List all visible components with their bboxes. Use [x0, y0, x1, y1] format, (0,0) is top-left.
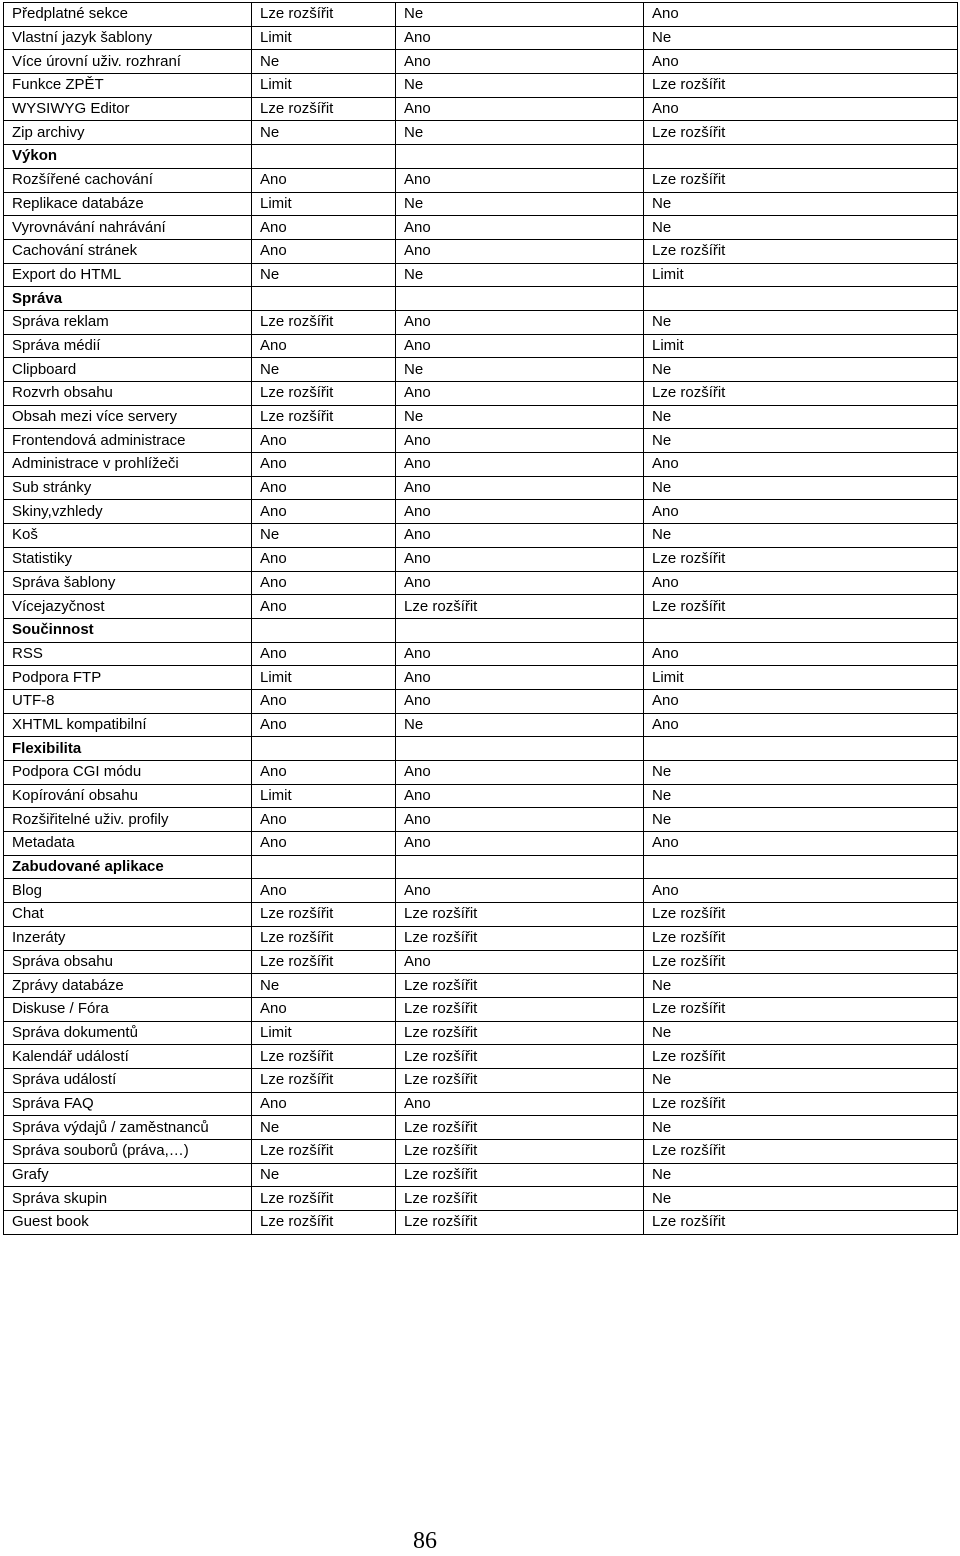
feature-name: Inzeráty	[4, 926, 252, 950]
value-cell-2: Ano	[396, 832, 644, 856]
feature-name: Chat	[4, 903, 252, 927]
feature-name: Více úrovní uživ. rozhraní	[4, 50, 252, 74]
value-cell-1: Ano	[252, 832, 396, 856]
value-cell-3: Lze rozšířit	[644, 997, 958, 1021]
value-cell-2: Lze rozšířit	[396, 595, 644, 619]
table-row	[4, 1045, 958, 1069]
value-cell-2: Ne	[396, 405, 644, 429]
value-cell-3: Lze rozšířit	[644, 547, 958, 571]
table-row	[4, 239, 958, 263]
table-row	[4, 879, 958, 903]
feature-name: Správa reklam	[4, 310, 252, 334]
value-cell-1: Limit	[252, 1021, 396, 1045]
value-cell-3: Ne	[644, 310, 958, 334]
section-title: Správa	[4, 287, 252, 311]
feature-name: Zip archivy	[4, 121, 252, 145]
feature-name: Statistiky	[4, 547, 252, 571]
value-cell-3: Ne	[644, 26, 958, 50]
table-row	[4, 74, 958, 98]
section-title: Výkon	[4, 145, 252, 169]
value-cell-1: Ano	[252, 216, 396, 240]
value-cell-2: Ano	[396, 642, 644, 666]
value-cell-2: Lze rozšířit	[396, 1045, 644, 1069]
table-row	[4, 761, 958, 785]
value-cell-2	[396, 618, 644, 642]
value-cell-2: Ne	[396, 74, 644, 98]
value-cell-3: Ano	[644, 571, 958, 595]
value-cell-3: Ano	[644, 500, 958, 524]
value-cell-3: Lze rozšířit	[644, 1211, 958, 1235]
value-cell-2	[396, 855, 644, 879]
feature-name: Kalendář událostí	[4, 1045, 252, 1069]
value-cell-1: Ne	[252, 358, 396, 382]
value-cell-3	[644, 737, 958, 761]
value-cell-1: Limit	[252, 192, 396, 216]
value-cell-1: Lze rozšířit	[252, 1187, 396, 1211]
value-cell-3: Lze rozšířit	[644, 1140, 958, 1164]
value-cell-3: Ano	[644, 832, 958, 856]
value-cell-3: Lze rozšířit	[644, 903, 958, 927]
value-cell-2: Ne	[396, 713, 644, 737]
feature-name: Správa událostí	[4, 1068, 252, 1092]
value-cell-3: Ne	[644, 1068, 958, 1092]
value-cell-1: Ne	[252, 974, 396, 998]
value-cell-2	[396, 737, 644, 761]
table-row	[4, 50, 958, 74]
value-cell-3: Lze rozšířit	[644, 926, 958, 950]
feature-name: Grafy	[4, 1163, 252, 1187]
value-cell-3: Lze rozšířit	[644, 121, 958, 145]
table-row	[4, 26, 958, 50]
feature-name: Správa výdajů / zaměstnanců	[4, 1116, 252, 1140]
value-cell-1: Ano	[252, 571, 396, 595]
table-row	[4, 524, 958, 548]
value-cell-2: Ano	[396, 500, 644, 524]
value-cell-3: Ne	[644, 1163, 958, 1187]
value-cell-3: Ne	[644, 192, 958, 216]
value-cell-2: Ano	[396, 879, 644, 903]
value-cell-2: Ano	[396, 239, 644, 263]
table-row	[4, 476, 958, 500]
feature-name: XHTML kompatibilní	[4, 713, 252, 737]
value-cell-2: Lze rozšířit	[396, 1021, 644, 1045]
value-cell-2: Lze rozšířit	[396, 926, 644, 950]
feature-name: Cachování stránek	[4, 239, 252, 263]
value-cell-1: Ano	[252, 879, 396, 903]
value-cell-2: Lze rozšířit	[396, 1116, 644, 1140]
value-cell-2: Ano	[396, 453, 644, 477]
table-row	[4, 97, 958, 121]
value-cell-2: Ano	[396, 97, 644, 121]
value-cell-2: Lze rozšířit	[396, 974, 644, 998]
value-cell-2: Ano	[396, 950, 644, 974]
value-cell-1: Ne	[252, 121, 396, 145]
value-cell-3: Limit	[644, 263, 958, 287]
value-cell-1: Ano	[252, 595, 396, 619]
value-cell-1: Lze rozšířit	[252, 1068, 396, 1092]
value-cell-1: Limit	[252, 784, 396, 808]
feature-name: Vícejazyčnost	[4, 595, 252, 619]
value-cell-1: Ne	[252, 263, 396, 287]
section-title: Flexibilita	[4, 737, 252, 761]
table-row	[4, 382, 958, 406]
value-cell-1: Ne	[252, 50, 396, 74]
value-cell-3: Ano	[644, 453, 958, 477]
value-cell-2: Lze rozšířit	[396, 903, 644, 927]
feature-name: Guest book	[4, 1211, 252, 1235]
value-cell-2: Ano	[396, 216, 644, 240]
section-title: Součinnost	[4, 618, 252, 642]
value-cell-1	[252, 145, 396, 169]
value-cell-3: Ne	[644, 216, 958, 240]
table-row	[4, 547, 958, 571]
value-cell-3: Lze rozšířit	[644, 1045, 958, 1069]
value-cell-3: Ne	[644, 1021, 958, 1045]
table-row	[4, 263, 958, 287]
feature-name: Skiny,vzhledy	[4, 500, 252, 524]
value-cell-2: Lze rozšířit	[396, 1068, 644, 1092]
value-cell-1	[252, 855, 396, 879]
value-cell-3: Ano	[644, 97, 958, 121]
value-cell-3: Ne	[644, 358, 958, 382]
value-cell-2: Ano	[396, 168, 644, 192]
table-row	[4, 121, 958, 145]
value-cell-2: Ano	[396, 571, 644, 595]
value-cell-2: Ano	[396, 761, 644, 785]
value-cell-1: Lze rozšířit	[252, 903, 396, 927]
value-cell-1: Limit	[252, 666, 396, 690]
feature-name: Správa souborů (práva,…)	[4, 1140, 252, 1164]
value-cell-2: Ne	[396, 192, 644, 216]
value-cell-3: Ano	[644, 642, 958, 666]
value-cell-3: Ne	[644, 429, 958, 453]
value-cell-2: Lze rozšířit	[396, 1211, 644, 1235]
value-cell-1	[252, 287, 396, 311]
value-cell-2: Ano	[396, 334, 644, 358]
table-row	[4, 1211, 958, 1235]
value-cell-3: Ne	[644, 1116, 958, 1140]
value-cell-1: Ne	[252, 524, 396, 548]
feature-name: Zprávy databáze	[4, 974, 252, 998]
feature-name: Export do HTML	[4, 263, 252, 287]
value-cell-3: Ne	[644, 524, 958, 548]
feature-name: Správa dokumentů	[4, 1021, 252, 1045]
feature-name: Diskuse / Fóra	[4, 997, 252, 1021]
table-row	[4, 997, 958, 1021]
section-header-row	[4, 145, 958, 169]
value-cell-2: Lze rozšířit	[396, 997, 644, 1021]
feature-name: Rozšířené cachování	[4, 168, 252, 192]
table-row	[4, 1140, 958, 1164]
table-row	[4, 310, 958, 334]
value-cell-3: Lze rozšířit	[644, 239, 958, 263]
feature-name: Clipboard	[4, 358, 252, 382]
value-cell-1: Lze rozšířit	[252, 405, 396, 429]
feature-name: Správa skupin	[4, 1187, 252, 1211]
feature-name: Sub stránky	[4, 476, 252, 500]
feature-name: WYSIWYG Editor	[4, 97, 252, 121]
value-cell-2: Lze rozšířit	[396, 1187, 644, 1211]
section-title: Zabudované aplikace	[4, 855, 252, 879]
table-row	[4, 358, 958, 382]
value-cell-3: Ne	[644, 476, 958, 500]
value-cell-1: Ano	[252, 429, 396, 453]
value-cell-2	[396, 145, 644, 169]
table-row	[4, 642, 958, 666]
value-cell-3: Lze rozšířit	[644, 1092, 958, 1116]
feature-name: Blog	[4, 879, 252, 903]
table-row	[4, 666, 958, 690]
value-cell-1: Ano	[252, 808, 396, 832]
table-row	[4, 926, 958, 950]
value-cell-3: Lze rozšířit	[644, 595, 958, 619]
value-cell-2: Ano	[396, 310, 644, 334]
value-cell-2: Lze rozšířit	[396, 1163, 644, 1187]
value-cell-1: Lze rozšířit	[252, 1140, 396, 1164]
feature-name: Podpora CGI módu	[4, 761, 252, 785]
table-row	[4, 950, 958, 974]
value-cell-3	[644, 855, 958, 879]
feature-name: Replikace databáze	[4, 192, 252, 216]
value-cell-1: Ano	[252, 334, 396, 358]
value-cell-3: Ano	[644, 3, 958, 27]
comparison-table	[3, 2, 958, 1235]
value-cell-2: Ano	[396, 382, 644, 406]
value-cell-2: Ne	[396, 263, 644, 287]
value-cell-2: Ano	[396, 524, 644, 548]
feature-name: Rozvrh obsahu	[4, 382, 252, 406]
value-cell-2: Ano	[396, 784, 644, 808]
value-cell-1: Ano	[252, 239, 396, 263]
value-cell-3: Lze rozšířit	[644, 950, 958, 974]
value-cell-3: Ne	[644, 761, 958, 785]
feature-name: Funkce ZPĚT	[4, 74, 252, 98]
section-header-row	[4, 618, 958, 642]
value-cell-2: Ano	[396, 26, 644, 50]
value-cell-1: Lze rozšířit	[252, 3, 396, 27]
value-cell-1: Ano	[252, 168, 396, 192]
value-cell-1: Lze rozšířit	[252, 1211, 396, 1235]
table-row	[4, 1116, 958, 1140]
value-cell-3: Lze rozšířit	[644, 382, 958, 406]
value-cell-3: Ne	[644, 808, 958, 832]
value-cell-1: Lze rozšířit	[252, 926, 396, 950]
value-cell-3: Lze rozšířit	[644, 168, 958, 192]
section-header-row	[4, 737, 958, 761]
table-row	[4, 1163, 958, 1187]
feature-name: Koš	[4, 524, 252, 548]
table-row	[4, 216, 958, 240]
value-cell-1: Ano	[252, 547, 396, 571]
value-cell-2: Ano	[396, 476, 644, 500]
table-row	[4, 832, 958, 856]
value-cell-2: Ano	[396, 429, 644, 453]
value-cell-1: Lze rozšířit	[252, 950, 396, 974]
table-row	[4, 689, 958, 713]
feature-name: Předplatné sekce	[4, 3, 252, 27]
value-cell-3: Ano	[644, 879, 958, 903]
feature-name: Rozšiřitelné uživ. profily	[4, 808, 252, 832]
value-cell-1: Ano	[252, 761, 396, 785]
table-row	[4, 1068, 958, 1092]
comparison-table-body	[4, 3, 958, 1235]
value-cell-1: Ano	[252, 642, 396, 666]
value-cell-3: Limit	[644, 334, 958, 358]
value-cell-1: Lze rozšířit	[252, 1045, 396, 1069]
value-cell-1: Ano	[252, 453, 396, 477]
value-cell-1: Lze rozšířit	[252, 97, 396, 121]
table-row	[4, 405, 958, 429]
table-row	[4, 192, 958, 216]
section-header-row	[4, 855, 958, 879]
value-cell-3: Ne	[644, 974, 958, 998]
feature-name: Kopírování obsahu	[4, 784, 252, 808]
feature-name: Metadata	[4, 832, 252, 856]
feature-name: Správa FAQ	[4, 1092, 252, 1116]
page-number: 86	[413, 1528, 437, 1554]
feature-name: Správa médií	[4, 334, 252, 358]
table-row	[4, 1021, 958, 1045]
feature-name: RSS	[4, 642, 252, 666]
value-cell-3: Limit	[644, 666, 958, 690]
value-cell-2	[396, 287, 644, 311]
value-cell-2: Ne	[396, 358, 644, 382]
value-cell-1: Limit	[252, 74, 396, 98]
feature-name: Vlastní jazyk šablony	[4, 26, 252, 50]
value-cell-3: Ano	[644, 50, 958, 74]
value-cell-2: Ne	[396, 121, 644, 145]
value-cell-1: Limit	[252, 26, 396, 50]
value-cell-1: Lze rozšířit	[252, 310, 396, 334]
value-cell-3	[644, 618, 958, 642]
value-cell-2: Ano	[396, 547, 644, 571]
table-row	[4, 1187, 958, 1211]
table-row	[4, 808, 958, 832]
table-row	[4, 500, 958, 524]
value-cell-1: Ano	[252, 476, 396, 500]
value-cell-1: Ano	[252, 1092, 396, 1116]
table-row	[4, 334, 958, 358]
value-cell-1: Ano	[252, 500, 396, 524]
feature-name: Podpora FTP	[4, 666, 252, 690]
value-cell-3: Ne	[644, 405, 958, 429]
table-row	[4, 903, 958, 927]
value-cell-1	[252, 618, 396, 642]
table-row	[4, 429, 958, 453]
feature-name: Správa šablony	[4, 571, 252, 595]
table-row	[4, 974, 958, 998]
value-cell-3: Lze rozšířit	[644, 74, 958, 98]
value-cell-3: Ne	[644, 1187, 958, 1211]
value-cell-3: Ne	[644, 784, 958, 808]
feature-name: UTF-8	[4, 689, 252, 713]
feature-name: Administrace v prohlížeči	[4, 453, 252, 477]
value-cell-2: Ano	[396, 50, 644, 74]
value-cell-1: Lze rozšířit	[252, 382, 396, 406]
table-row	[4, 784, 958, 808]
feature-name: Vyrovnávání nahrávání	[4, 216, 252, 240]
value-cell-2: Ano	[396, 666, 644, 690]
value-cell-3	[644, 287, 958, 311]
feature-name: Obsah mezi více servery	[4, 405, 252, 429]
table-row	[4, 453, 958, 477]
value-cell-2: Ne	[396, 3, 644, 27]
table-row	[4, 595, 958, 619]
section-header-row	[4, 287, 958, 311]
table-row	[4, 713, 958, 737]
value-cell-2: Ano	[396, 1092, 644, 1116]
value-cell-3: Ano	[644, 689, 958, 713]
value-cell-1: Ano	[252, 713, 396, 737]
value-cell-2: Ano	[396, 808, 644, 832]
table-row	[4, 168, 958, 192]
value-cell-2: Ano	[396, 689, 644, 713]
value-cell-1: Ne	[252, 1116, 396, 1140]
value-cell-2: Lze rozšířit	[396, 1140, 644, 1164]
feature-name: Frontendová administrace	[4, 429, 252, 453]
table-row	[4, 571, 958, 595]
value-cell-1: Ano	[252, 997, 396, 1021]
table-row	[4, 3, 958, 27]
value-cell-1	[252, 737, 396, 761]
feature-name: Správa obsahu	[4, 950, 252, 974]
table-row	[4, 1092, 958, 1116]
value-cell-3: Ano	[644, 713, 958, 737]
value-cell-3	[644, 145, 958, 169]
value-cell-1: Ano	[252, 689, 396, 713]
value-cell-1: Ne	[252, 1163, 396, 1187]
